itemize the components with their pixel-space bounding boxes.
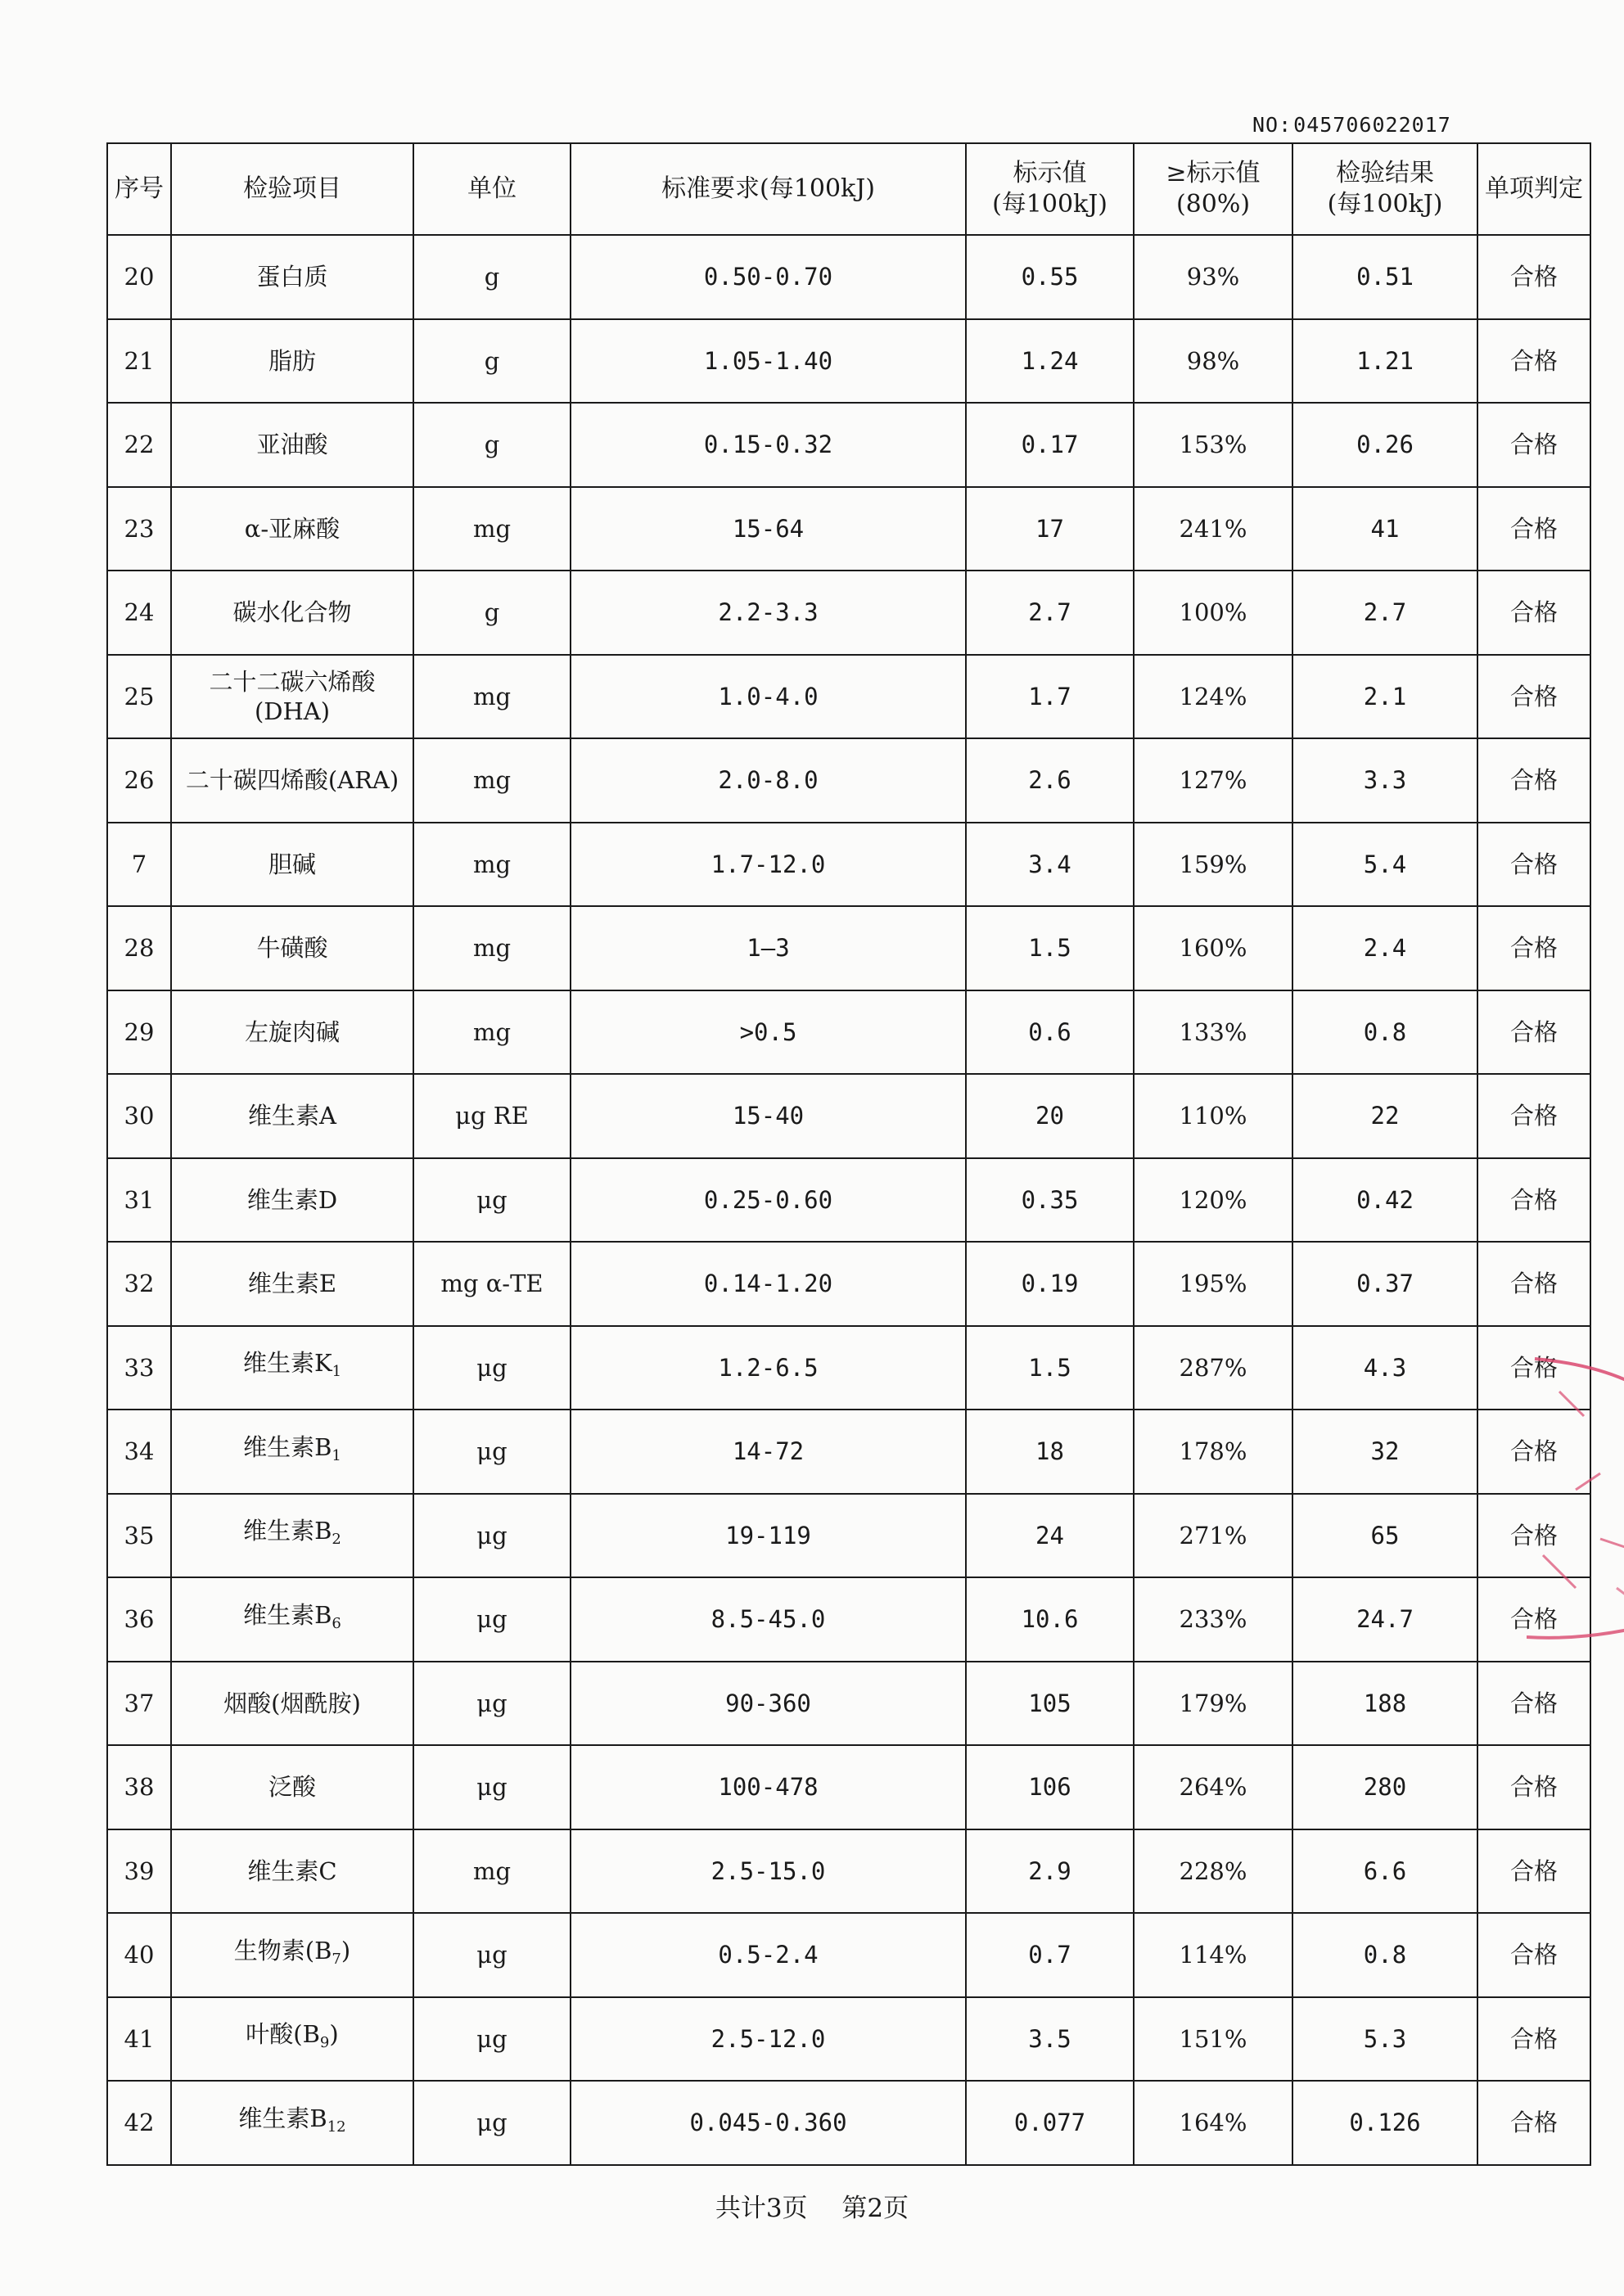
cell-seq: 24 [107,571,171,655]
cell-verdict: 合格 [1477,1662,1590,1746]
cell-seq: 33 [107,1326,171,1410]
cell-item [171,1997,413,2082]
item-name: 维生素A [248,1102,336,1130]
cell-unit: mg [413,655,571,739]
cell-seq: 34 [107,1410,171,1494]
cell-verdict: 合格 [1477,655,1590,739]
report-number-value: 045706022017 [1293,113,1451,137]
cell-seq: 20 [107,235,171,319]
item-suffix: ) [341,1936,351,1964]
cell-unit: g [413,571,571,655]
item-subscript: 2 [332,1531,341,1549]
cell-standard: 14-72 [571,1410,966,1494]
cell-percent: 133% [1134,990,1292,1075]
item-name: 碳水化合物 [232,598,352,627]
cell-seq: 21 [107,319,171,404]
cell-unit: mg [413,823,571,907]
cell-label-value: 1.7 [966,655,1134,739]
cell-standard: 2.0-8.0 [571,738,966,823]
cell-standard: 0.14-1.20 [571,1242,966,1326]
cell-standard: 15-40 [571,1074,966,1158]
table-row [107,1410,1590,1494]
cell-standard: 0.5-2.4 [571,1913,966,1997]
cell-verdict: 合格 [1477,823,1590,907]
cell-seq: 25 [107,655,171,739]
cell-percent: 241% [1134,487,1292,571]
cell-seq: 7 [107,823,171,907]
cell-standard: 1—3 [571,906,966,990]
cell-standard: 90-360 [571,1662,966,1746]
cell-result: 0.8 [1292,990,1477,1075]
table-row [107,738,1590,823]
cell-standard: 1.0-4.0 [571,655,966,739]
cell-label-value: 0.077 [966,2081,1134,2165]
cell-verdict: 合格 [1477,487,1590,571]
cell-standard: >0.5 [571,990,966,1075]
cell-seq: 22 [107,403,171,487]
page-number: 第2页 [841,2194,909,2223]
cell-standard: 0.15-0.32 [571,403,966,487]
page-total: 共计3页 [715,2194,808,2223]
cell-unit: μg [413,1410,571,1494]
cell-verdict: 合格 [1477,571,1590,655]
cell-item [171,235,413,319]
cell-percent: 100% [1134,571,1292,655]
cell-percent: 151% [1134,1997,1292,2082]
cell-percent: 110% [1134,1074,1292,1158]
cell-standard: 2.5-12.0 [571,1997,966,2082]
cell-label-value: 24 [966,1494,1134,1578]
item-name: 左旋肉碱 [244,1017,340,1046]
cell-result: 2.1 [1292,655,1477,739]
cell-result: 65 [1292,1494,1477,1578]
cell-unit: μg [413,1577,571,1662]
cell-result: 2.4 [1292,906,1477,990]
table-row [107,1242,1590,1326]
item-subscript: 6 [332,1614,341,1632]
cell-seq: 26 [107,738,171,823]
cell-seq: 41 [107,1997,171,2082]
item-subscript: 1 [332,1446,341,1464]
cell-percent: 127% [1134,738,1292,823]
cell-seq: 30 [107,1074,171,1158]
item-name: 脂肪 [268,346,316,375]
item-name: 维生素E [247,1270,337,1298]
cell-percent: 93% [1134,235,1292,319]
cell-result: 4.3 [1292,1326,1477,1410]
cell-label-value: 3.5 [966,1997,1134,2082]
cell-percent: 153% [1134,403,1292,487]
table-row [107,1662,1590,1746]
cell-seq: 36 [107,1577,171,1662]
cell-verdict: 合格 [1477,1913,1590,1997]
cell-percent: 233% [1134,1577,1292,1662]
cell-result: 22 [1292,1074,1477,1158]
table-row [107,823,1590,907]
header-percent: ≥标示值 (80%) [1134,143,1292,235]
cell-label-value: 105 [966,1662,1134,1746]
cell-unit: μg [413,1326,571,1410]
cell-result: 2.7 [1292,571,1477,655]
cell-standard: 1.2-6.5 [571,1326,966,1410]
cell-verdict: 合格 [1477,235,1590,319]
report-number-label: NO: [1252,113,1292,137]
item-name: 胆碱 [268,850,316,878]
cell-result: 0.37 [1292,1242,1477,1326]
cell-unit: μg [413,2081,571,2165]
cell-standard: 0.50-0.70 [571,235,966,319]
page-footer [0,2187,1624,2224]
header-seq: 序号 [107,143,171,235]
cell-unit: mg [413,906,571,990]
header-standard: 标准要求(每100kJ) [571,143,966,235]
cell-percent: 271% [1134,1494,1292,1578]
cell-seq: 32 [107,1242,171,1326]
cell-percent: 264% [1134,1745,1292,1829]
cell-standard: 2.2-3.3 [571,571,966,655]
item-subscript: 9 [319,2034,330,2052]
cell-label-value: 1.5 [966,1326,1134,1410]
cell-label-value: 3.4 [966,823,1134,907]
table-row [107,1074,1590,1158]
table-row [107,990,1590,1075]
cell-verdict: 合格 [1477,1997,1590,2082]
cell-percent: 124% [1134,655,1292,739]
cell-unit: mg [413,990,571,1075]
item-name: 泛酸 [268,1773,316,1802]
header-item: 检验项目 [171,143,413,235]
cell-verdict: 合格 [1477,1158,1590,1243]
table-row [107,1577,1590,1662]
cell-unit: mg [413,738,571,823]
table-row [107,319,1590,404]
cell-seq: 35 [107,1494,171,1578]
cell-item [171,1913,413,1997]
cell-result: 41 [1292,487,1477,571]
cell-verdict: 合格 [1477,2081,1590,2165]
cell-standard: 19-119 [571,1494,966,1578]
cell-percent: 160% [1134,906,1292,990]
table-row [107,1158,1590,1243]
cell-item [171,571,413,655]
cell-item [171,1074,413,1158]
cell-standard: 1.05-1.40 [571,319,966,404]
item-name: 维生素K [242,1349,332,1378]
cell-item [171,319,413,404]
header-verdict: 单项判定 [1477,143,1590,235]
cell-item [171,403,413,487]
cell-verdict: 合格 [1477,1410,1590,1494]
cell-item [171,1829,413,1914]
report-number [1252,113,1451,137]
cell-standard: 0.25-0.60 [571,1158,966,1243]
table-row [107,571,1590,655]
cell-verdict: 合格 [1477,1494,1590,1578]
cell-percent: 179% [1134,1662,1292,1746]
item-name: 牛磺酸 [256,934,328,963]
cell-verdict: 合格 [1477,1745,1590,1829]
inspection-results-table [106,142,1591,2166]
cell-result: 24.7 [1292,1577,1477,1662]
cell-verdict: 合格 [1477,738,1590,823]
cell-verdict: 合格 [1477,1326,1590,1410]
cell-unit: μg [413,1745,571,1829]
cell-verdict: 合格 [1477,906,1590,990]
cell-unit: mg α-TE [413,1242,571,1326]
cell-percent: 114% [1134,1913,1292,1997]
cell-result: 0.26 [1292,403,1477,487]
item-name: 维生素B [243,1517,332,1545]
table-row [107,403,1590,487]
cell-seq: 31 [107,1158,171,1243]
item-name: 维生素C [247,1856,337,1885]
cell-unit: μg [413,1494,571,1578]
cell-percent: 120% [1134,1158,1292,1243]
cell-unit: g [413,235,571,319]
cell-seq: 28 [107,906,171,990]
table-body [107,235,1590,2165]
cell-verdict: 合格 [1477,1829,1590,1914]
item-name: 生物素(B [233,1936,332,1964]
cell-result: 280 [1292,1745,1477,1829]
cell-item [171,1745,413,1829]
cell-label-value: 17 [966,487,1134,571]
cell-item [171,738,413,823]
cell-percent: 228% [1134,1829,1292,1914]
table-row [107,235,1590,319]
cell-result: 0.8 [1292,1913,1477,1997]
item-suffix: ) [329,2020,339,2049]
cell-item [171,906,413,990]
cell-label-value: 1.24 [966,319,1134,404]
cell-percent: 164% [1134,2081,1292,2165]
item-name-line2: (DHA) [254,697,331,725]
table-row [107,2081,1590,2165]
cell-unit: μg RE [413,1074,571,1158]
cell-percent: 287% [1134,1326,1292,1410]
cell-percent: 195% [1134,1242,1292,1326]
cell-label-value: 18 [966,1410,1134,1494]
cell-result: 6.6 [1292,1829,1477,1914]
cell-item [171,990,413,1075]
cell-item [171,1577,413,1662]
cell-seq: 23 [107,487,171,571]
cell-label-value: 20 [966,1074,1134,1158]
cell-standard: 15-64 [571,487,966,571]
cell-seq: 37 [107,1662,171,1746]
cell-result: 0.51 [1292,235,1477,319]
cell-standard: 2.5-15.0 [571,1829,966,1914]
table-row [107,487,1590,571]
item-subscript: 12 [327,2118,346,2136]
cell-label-value: 0.35 [966,1158,1134,1243]
item-name: 叶酸(B [246,2020,320,2049]
cell-result: 0.126 [1292,2081,1477,2165]
cell-label-value: 10.6 [966,1577,1134,1662]
cell-item [171,1410,413,1494]
cell-item [171,1494,413,1578]
cell-standard: 0.045-0.360 [571,2081,966,2165]
table-row [107,1997,1590,2082]
cell-label-value: 2.6 [966,738,1134,823]
cell-label-value: 2.9 [966,1829,1134,1914]
cell-item [171,1326,413,1410]
cell-standard: 1.7-12.0 [571,823,966,907]
cell-item [171,487,413,571]
table-row [107,906,1590,990]
item-name: α-亚麻酸 [244,514,341,543]
cell-unit: μg [413,1913,571,1997]
item-subscript: 1 [332,1363,342,1381]
cell-result: 5.4 [1292,823,1477,907]
item-name: 维生素B [243,1600,332,1629]
cell-seq: 29 [107,990,171,1075]
cell-unit: mg [413,1829,571,1914]
table-row [107,1745,1590,1829]
cell-label-value: 0.6 [966,990,1134,1075]
item-name: 蛋白质 [256,263,328,291]
table-header-row [107,143,1590,235]
cell-seq: 39 [107,1829,171,1914]
cell-seq: 38 [107,1745,171,1829]
cell-item [171,1242,413,1326]
header-label-value: 标示值 (每100kJ) [966,143,1134,235]
cell-standard: 100-478 [571,1745,966,1829]
cell-verdict: 合格 [1477,1074,1590,1158]
table-row [107,1829,1590,1914]
cell-unit: g [413,319,571,404]
cell-result: 1.21 [1292,319,1477,404]
item-name: 烟酸(烟酰胺) [223,1689,361,1717]
cell-label-value: 0.7 [966,1913,1134,1997]
cell-verdict: 合格 [1477,403,1590,487]
cell-seq: 40 [107,1913,171,1997]
cell-label-value: 0.19 [966,1242,1134,1326]
table-row [107,1494,1590,1578]
cell-unit: μg [413,1997,571,2082]
header-unit: 单位 [413,143,571,235]
cell-item [171,2081,413,2165]
table-row [107,1913,1590,1997]
cell-verdict: 合格 [1477,990,1590,1075]
cell-label-value: 2.7 [966,571,1134,655]
item-name: 二十碳四烯酸(ARA) [185,766,399,795]
cell-result: 5.3 [1292,1997,1477,2082]
cell-percent: 159% [1134,823,1292,907]
cell-label-value: 106 [966,1745,1134,1829]
cell-item [171,823,413,907]
cell-result: 32 [1292,1410,1477,1494]
cell-label-value: 1.5 [966,906,1134,990]
item-name: 维生素B [243,1432,332,1461]
item-name: 维生素D [246,1185,338,1214]
item-subscript: 7 [332,1950,341,1968]
cell-result: 188 [1292,1662,1477,1746]
cell-verdict: 合格 [1477,1577,1590,1662]
cell-unit: μg [413,1158,571,1243]
item-name-line1: 二十二碳六烯酸 [209,667,376,696]
header-result: 检验结果 (每100kJ) [1292,143,1477,235]
cell-result: 0.42 [1292,1158,1477,1243]
cell-unit: mg [413,487,571,571]
cell-label-value: 0.17 [966,403,1134,487]
table-row [107,1326,1590,1410]
cell-unit: μg [413,1662,571,1746]
cell-unit: g [413,403,571,487]
cell-item [171,1662,413,1746]
cell-percent: 98% [1134,319,1292,404]
item-name: 维生素B [238,2104,327,2132]
cell-verdict: 合格 [1477,1242,1590,1326]
cell-seq: 42 [107,2081,171,2165]
cell-result: 3.3 [1292,738,1477,823]
cell-label-value: 0.55 [966,235,1134,319]
table-row [107,655,1590,739]
cell-item [171,1158,413,1243]
item-name: 亚油酸 [256,431,328,459]
cell-item [171,655,413,739]
cell-verdict: 合格 [1477,319,1590,404]
cell-percent: 178% [1134,1410,1292,1494]
cell-standard: 8.5-45.0 [571,1577,966,1662]
